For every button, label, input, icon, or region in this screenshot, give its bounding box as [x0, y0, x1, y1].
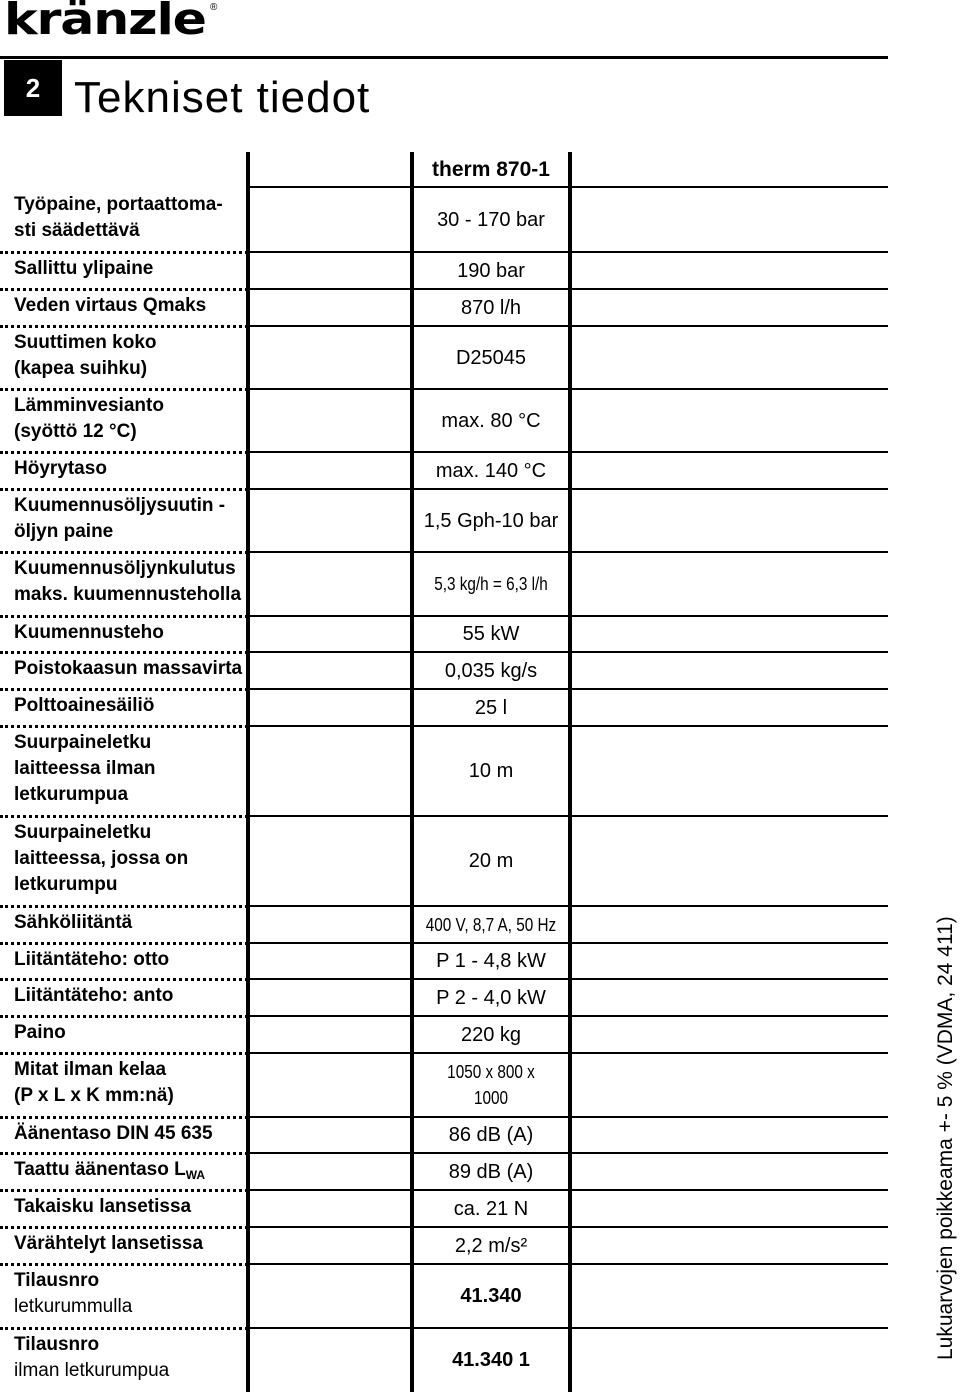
spec-label: Kuumennusteho	[14, 622, 164, 643]
table-row	[0, 1190, 888, 1227]
section-number: 2	[4, 60, 62, 116]
table-row	[0, 289, 888, 326]
kranzle-logo	[4, 0, 218, 45]
table-row	[0, 252, 888, 289]
table-row	[0, 979, 888, 1016]
spec-value: 25 l	[474, 696, 508, 719]
spec-label: Liitäntäteho: anto	[14, 985, 174, 1006]
registered-mark: ®	[210, 2, 218, 13]
spec-label: Höyrytaso	[14, 458, 107, 479]
spec-label: Mitat ilman kelaa (P x L x K mm:nä)	[14, 1059, 174, 1106]
spec-value: 89 dB (A)	[448, 1160, 534, 1183]
order-number-label: Tilausnro	[14, 1270, 100, 1291]
spec-label: Kuumennusöljynkulutus maks. kuumennusteholla	[14, 558, 242, 605]
spec-value: 1,5 Gph-10 bar	[423, 509, 559, 532]
spec-label: Takaisku lansetissa	[14, 1196, 192, 1217]
table-row	[0, 726, 888, 816]
spec-value: 400 V, 8,7 A, 50 Hz	[425, 914, 557, 935]
spec-label: Värähtelyt lansetissa	[14, 1233, 204, 1254]
spec-label	[14, 1332, 246, 1384]
label-subscript: WA	[185, 1168, 206, 1182]
spec-value: 41.340	[460, 1285, 522, 1307]
order-number-label: Tilausnro	[14, 1334, 100, 1355]
spec-label: Poistokaasun massavirta	[14, 658, 243, 679]
table-row	[0, 1264, 888, 1328]
table-row	[0, 1053, 888, 1117]
spec-value: 1050 x 800 x 1000	[447, 1062, 535, 1108]
spec-label: Sallittu ylipaine	[14, 258, 154, 279]
spec-label: Suurpaineletku laitteessa, jossa on letkurumpu	[14, 822, 189, 895]
table-row	[0, 326, 888, 389]
spec-value: 870 l/h	[460, 296, 522, 319]
spec-value: max. 140 °C	[435, 459, 547, 482]
table-row	[0, 689, 888, 726]
spec-label: Liitäntäteho: otto	[14, 949, 170, 970]
spec-value: max. 80 °C	[441, 409, 541, 432]
table-row	[0, 816, 888, 906]
spec-label: Sähköliitäntä	[14, 912, 133, 933]
table-row	[0, 652, 888, 689]
spec-label: Suuttimen koko (kapea suihku)	[14, 332, 157, 379]
spec-value: 5,3 kg/h = 6,3 l/h	[434, 574, 548, 594]
table-row	[0, 1117, 888, 1153]
spec-value: 2,2 m/s²	[454, 1234, 528, 1257]
spec-value: 86 dB (A)	[448, 1124, 534, 1146]
spec-value: 190 bar	[457, 259, 525, 282]
spec-value: P 2 - 4,0 kW	[436, 986, 546, 1009]
spec-label: Suurpaineletku laitteessa ilman letkurumpua	[14, 732, 156, 805]
spec-value: 10 m	[468, 760, 514, 782]
spec-label: Työpaine, portaattoma- sti säädettävä	[14, 194, 223, 241]
spec-value: ca. 21 N	[453, 1197, 529, 1220]
spec-value: 41.340 1	[452, 1349, 530, 1371]
table-row	[0, 1153, 888, 1190]
table-row	[0, 906, 888, 943]
order-variant-label: letkurummulla	[14, 1296, 133, 1317]
spec-label: Kuumennusöljysuutin - öljyn paine	[14, 495, 226, 542]
table-row	[0, 389, 888, 452]
spec-value: P 1 - 4,8 kW	[436, 950, 546, 972]
logo-wordmark: kränzle	[4, 0, 206, 45]
spec-value: 220 kg	[460, 1023, 522, 1046]
spec-value: D25045	[455, 346, 527, 369]
table-row	[0, 1227, 888, 1264]
table-row	[0, 616, 888, 652]
spec-label: Veden virtaus Qmaks	[14, 295, 207, 316]
spec-label: Taattu äänentaso $L_{WA}$	[14, 1159, 206, 1182]
spec-value: 0,035 kg/s	[444, 659, 538, 682]
table-row	[0, 552, 888, 616]
table-row	[0, 489, 888, 552]
spec-value: 55 kW	[462, 623, 520, 645]
spec-label	[14, 1268, 246, 1320]
order-variant-label: ilman letkurumpua	[14, 1360, 170, 1381]
spec-label: Lämminvesianto (syöttö 12 °C)	[14, 395, 164, 442]
spec-value: 30 - 170 bar	[437, 209, 545, 231]
table-row	[0, 188, 888, 252]
table-row	[0, 1328, 888, 1392]
spec-label: Äänentaso DIN 45 635	[14, 1123, 213, 1144]
table-row	[0, 1016, 888, 1053]
spec-value: 20 m	[468, 850, 514, 872]
spec-label: Polttoainesäiliö	[14, 695, 155, 716]
table-row	[0, 452, 888, 489]
spec-label: Paino	[14, 1022, 66, 1043]
header-rule	[0, 56, 888, 59]
tolerance-note: Lukuarvojen poikkeama +- 5 % (VDMA, 24 411)	[934, 916, 957, 1360]
model-header: therm 870-1	[432, 158, 550, 181]
page-title: Tekniset tiedot	[74, 73, 371, 122]
table-row	[0, 943, 888, 979]
